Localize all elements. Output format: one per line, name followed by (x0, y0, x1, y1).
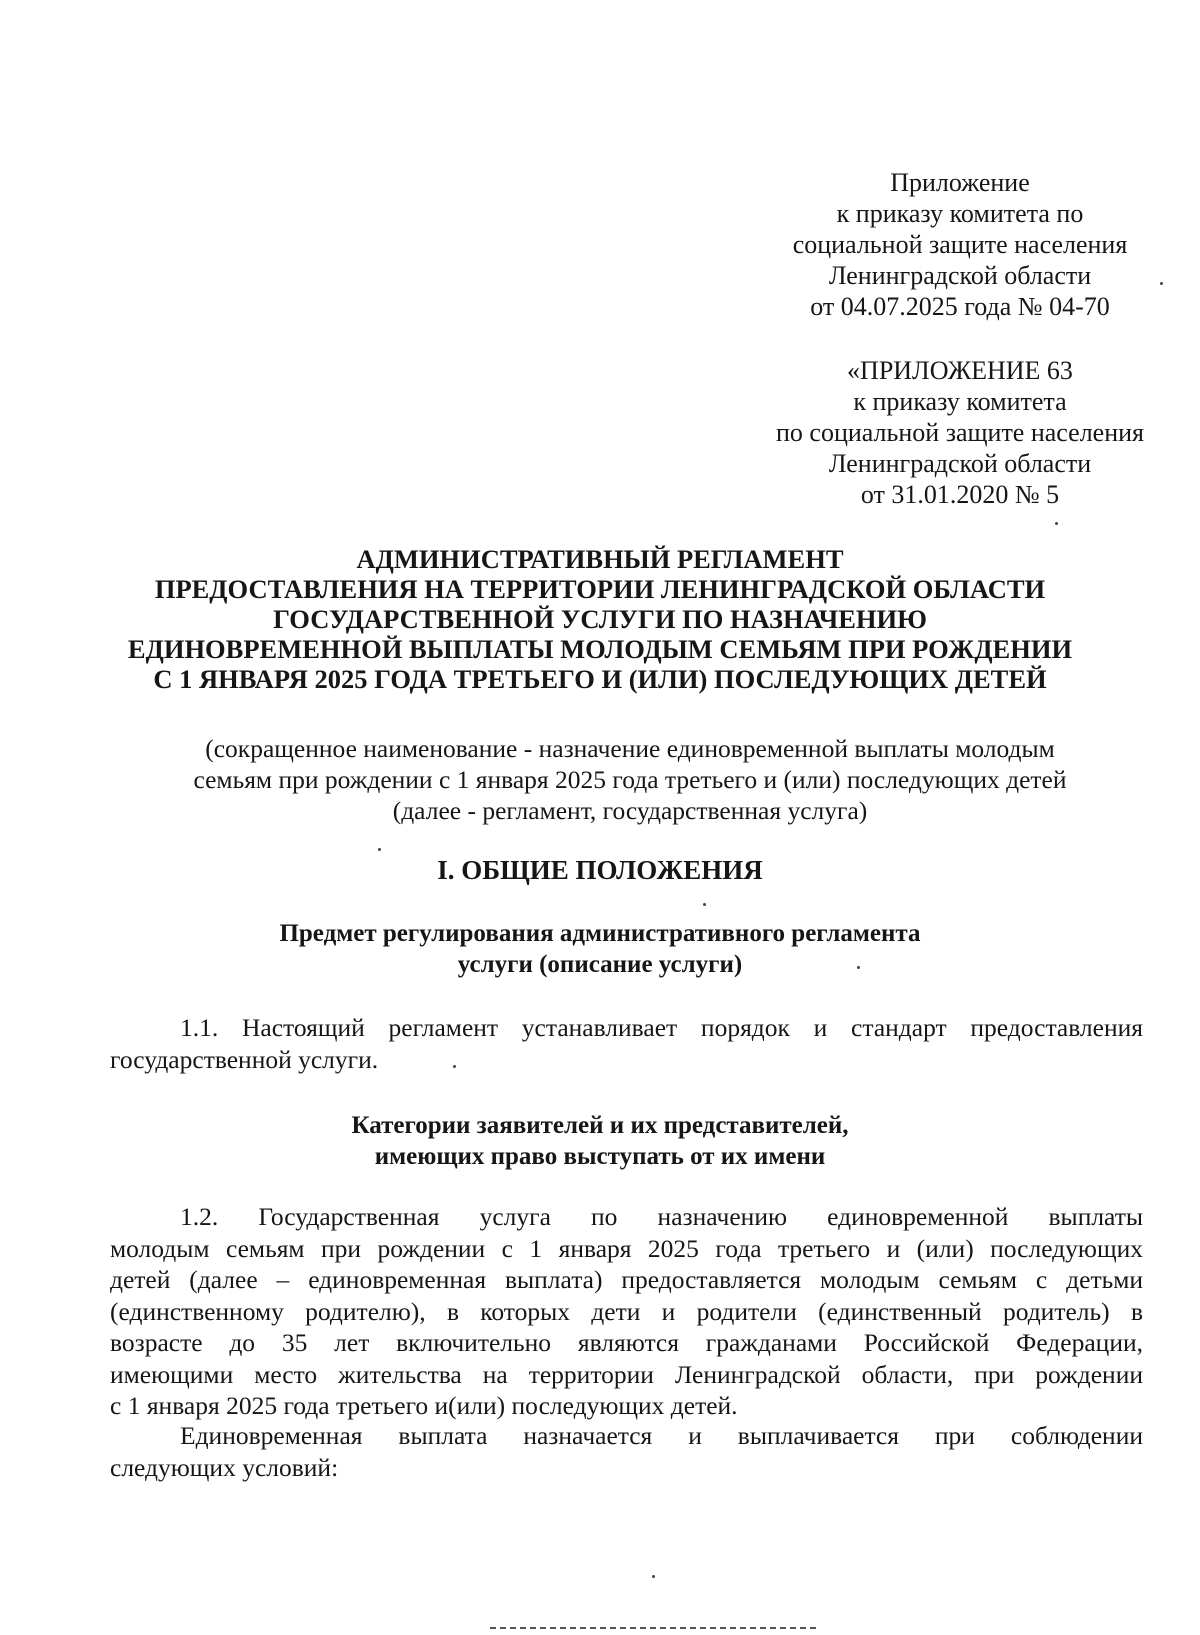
annex-line: по социальной защите населения (775, 418, 1144, 447)
paragraph-line: детей (далее – единовременная выплата) предоставляется молодым семьям с детьми (110, 1265, 1143, 1294)
paragraph-line: следующих условий: (110, 1452, 339, 1482)
annex-line: от 31.01.2020 № 5 (860, 480, 1060, 509)
scan-speck (703, 903, 706, 906)
subsection-heading-subject (0, 918, 1200, 980)
paragraph-line: с 1 января 2025 года третьего и(или) последующих детей. (110, 1391, 738, 1420)
annex-line: к приказу комитета (853, 387, 1067, 416)
title-line: ПРЕДОСТАВЛЕНИЯ НА ТЕРРИТОРИИ ЛЕНИНГРАДСКОЙ ОБЛАСТИ (154, 574, 1046, 604)
paragraph-line: государственной услуги. (110, 1044, 379, 1074)
paragraph-line: 1.2. Государственная услуга по назначению единовременной выплаты (180, 1202, 1143, 1231)
short-name-note (110, 733, 1150, 826)
subheading-line: Категории заявителей и их представителей, (351, 1112, 849, 1139)
paragraph-1-1 (110, 1012, 1143, 1075)
scan-speck (1055, 522, 1058, 525)
document-title (80, 544, 1120, 694)
subsection-heading-applicants (0, 1110, 1200, 1172)
scan-speck (1160, 282, 1163, 285)
scan-edge-line (490, 1627, 820, 1629)
paragraph-line: 1.1. Настоящий регламент устанавливает порядок и стандарт предоставления (180, 1013, 1143, 1042)
annex-line: к приказу комитета по (836, 199, 1084, 228)
annex-line: Ленинградской области (828, 261, 1092, 290)
short-name-line: семьям при рождении с 1 января 2025 года третьего и (или) последующих детей (193, 765, 1067, 794)
scan-speck (857, 966, 860, 969)
scan-speck (652, 1575, 655, 1578)
paragraph-line: возрасте до 35 лет включительно являются гражданами Российской Федерации, (110, 1328, 1143, 1357)
subheading-line: услуги (описание услуги) (457, 951, 743, 978)
subheading-line: имеющих право выступать от их имени (374, 1143, 826, 1170)
title-line: ГОСУДАРСТВЕННОЙ УСЛУГИ ПО НАЗНАЧЕНИЮ (273, 604, 927, 634)
annex-line: от 04.07.2025 года № 04-70 (810, 292, 1110, 321)
subheading-line: Предмет регулирования административного регламента (279, 920, 921, 947)
title-line: С 1 ЯНВАРЯ 2025 ГОДА ТРЕТЬЕГО И (ИЛИ) ПОСЛЕДУЮЩИХ ДЕТЕЙ (153, 664, 1047, 694)
annex-line: «ПРИЛОЖЕНИЕ 63 (847, 356, 1073, 385)
annex-line: Ленинградской области (828, 449, 1092, 478)
paragraph-line: молодым семьям при рождении с 1 января 2025 года третьего и (или) последующих (110, 1233, 1143, 1263)
paragraph-line: (единственному родителю), в которых дети и родители (единственный родитель) в (110, 1296, 1143, 1326)
paragraph-line: Единовременная выплата назначается и выплачивается при соблюдении (180, 1421, 1143, 1450)
annex-line: социальной защите населения (792, 230, 1128, 259)
short-name-line: (далее - регламент, государственная услуга) (392, 796, 868, 825)
section-heading: I. ОБЩИЕ ПОЛОЖЕНИЯ (437, 855, 763, 885)
short-name-line: (сокращенное наименование - назначение единовременной выплаты молодым (205, 734, 1055, 763)
title-line: АДМИНИСТРАТИВНЫЙ РЕГЛАМЕНТ (356, 544, 844, 574)
paragraph-1-2-continued (110, 1420, 1143, 1483)
scan-speck (378, 848, 381, 851)
annex-header-primary (740, 167, 1180, 322)
annex-header-secondary (725, 355, 1195, 510)
annex-line: Приложение (890, 168, 1030, 197)
paragraph-1-2 (110, 1201, 1143, 1422)
title-line: ЕДИНОВРЕМЕННОЙ ВЫПЛАТЫ МОЛОДЫМ СЕМЬЯМ ПРИ РОЖДЕНИИ (127, 634, 1073, 664)
scan-speck (453, 1065, 456, 1068)
paragraph-line: имеющими место жительства на территории Ленинградской области, при рождении (110, 1359, 1143, 1389)
